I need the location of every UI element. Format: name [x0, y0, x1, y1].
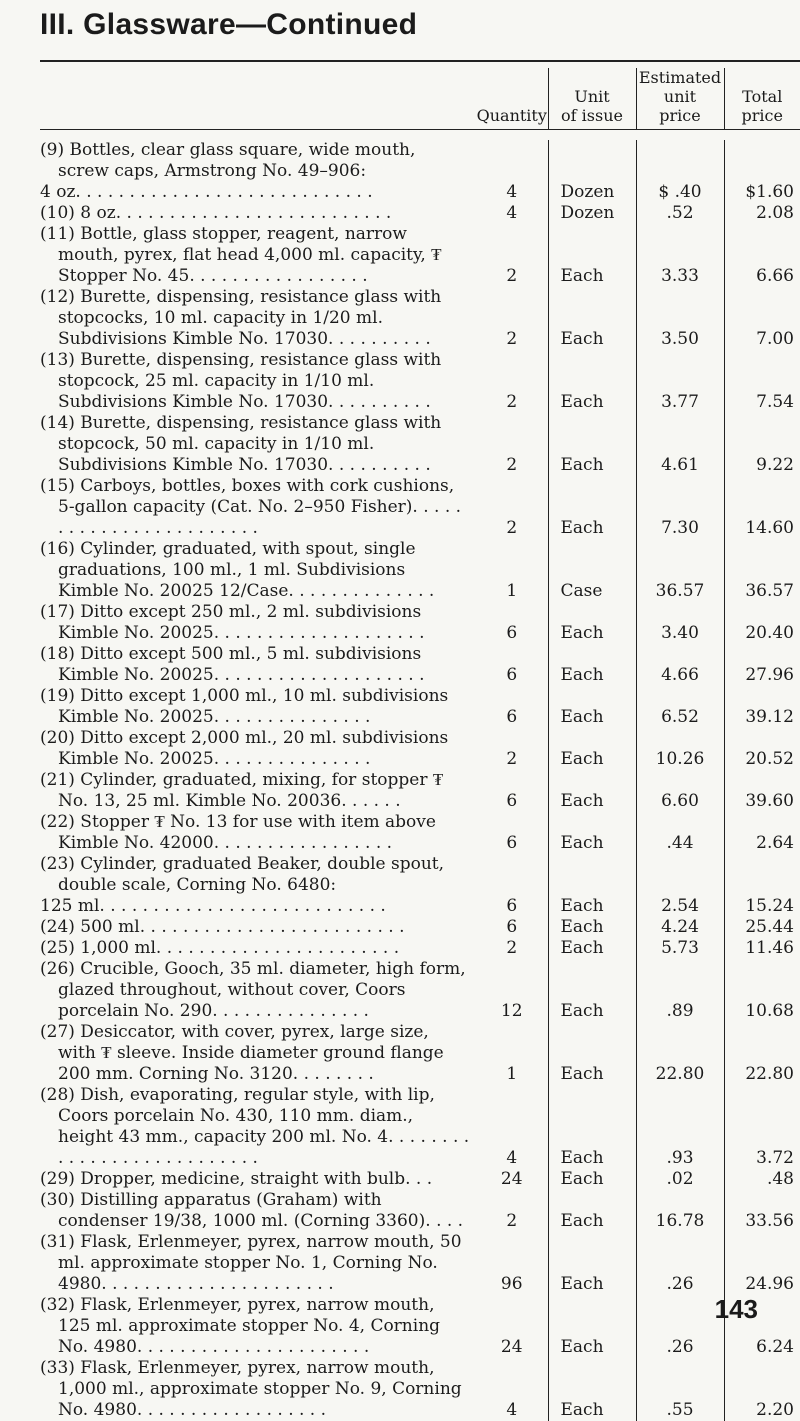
item-estimated-unit-price: 36.57: [636, 539, 724, 602]
item-quantity: 6: [506, 791, 518, 811]
item-estimated-unit-price: 4.61: [636, 413, 724, 476]
item-total-price: 11.46: [724, 938, 800, 959]
item-unit-of-issue: Each: [548, 413, 636, 476]
item-total-price: 7.00: [724, 287, 800, 350]
item-total-price: 6.24: [724, 1295, 800, 1358]
item-quantity: 2: [506, 392, 518, 412]
item-description: (21) Cylinder, graduated, mixing, for stopper ₮ No. 13, 25 ml. Kimble No. 20036. . . . . .: [40, 770, 444, 811]
table-row: [40, 1295, 800, 1358]
item-unit-of-issue: Each: [548, 686, 636, 728]
item-total-price: 2.20: [724, 1358, 800, 1421]
item-description: (31) Flask, Erlenmeyer, pyrex, narrow mouth, 50 ml. approximate stopper No. 1, Corning No. 4980. . . . . . . . . . . . . . . . . . . . . .: [40, 1232, 462, 1294]
quantity-column-header: Quantity: [476, 68, 548, 130]
item-quantity: 6: [506, 896, 518, 916]
item-quantity: 2: [506, 329, 518, 349]
item-quantity: 2: [506, 749, 518, 769]
table-row: [40, 644, 800, 686]
item-total-price: 25.44: [724, 917, 800, 938]
item-unit-of-issue: Each: [548, 896, 636, 917]
item-quantity: 12: [500, 1001, 523, 1021]
item-quantity: 1: [506, 1064, 518, 1084]
item-unit-of-issue: Each: [548, 770, 636, 812]
item-estimated-unit-price: $ .40: [636, 182, 724, 203]
item-total-price: $1.60: [724, 182, 800, 203]
item-total-price: 15.24: [724, 896, 800, 917]
item-estimated-unit-price: 4.24: [636, 917, 724, 938]
item-unit-of-issue: Each: [548, 644, 636, 686]
item-total-price: 10.68: [724, 959, 800, 1022]
item-quantity: 6: [506, 707, 518, 727]
item-quantity: 2: [506, 938, 518, 958]
item-total-price: 22.80: [724, 1022, 800, 1085]
table-row: [40, 728, 800, 770]
item-description: (32) Flask, Erlenmeyer, pyrex, narrow mouth, 125 ml. approximate stopper No. 4, Corning No. 4980. . . . . . . . . . . . . . . . . . . . . .: [40, 1295, 441, 1357]
item-description: (29) Dropper, medicine, straight with bulb. . .: [40, 1169, 433, 1189]
item-description: (9) Bottles, clear glass square, wide mouth, screw caps, Armstrong No. 49–906:: [40, 140, 416, 181]
item-estimated-unit-price: .26: [636, 1232, 724, 1295]
table-row: [40, 182, 800, 203]
item-estimated-unit-price: 6.60: [636, 770, 724, 812]
table-row: [40, 896, 800, 917]
item-quantity: 4: [506, 182, 518, 202]
estimated-unit-price-column-header: Estimated unit price: [636, 68, 724, 130]
item-unit-of-issue: Each: [548, 1169, 636, 1190]
item-total-price: 24.96: [724, 1232, 800, 1295]
item-unit-of-issue: Each: [548, 1085, 636, 1169]
item-description: (30) Distilling apparatus (Graham) with condenser 19/38, 1000 ml. (Corning 3360). . . .: [40, 1190, 464, 1231]
item-estimated-unit-price: 3.33: [636, 224, 724, 287]
item-unit-of-issue: Each: [548, 938, 636, 959]
item-description: (13) Burette, dispensing, resistance glass with stopcock, 25 ml. capacity in 1/10 ml. Subdivisions Kimble No. 17030. . . . . . . . . .: [40, 350, 442, 412]
item-description: (19) Ditto except 1,000 ml., 10 ml. subdivisions Kimble No. 20025. . . . . . . . . . . . . . .: [40, 686, 449, 727]
item-description: (23) Cylinder, graduated Beaker, double spout, double scale, Corning No. 6480:: [40, 854, 445, 895]
page-title: III. Glassware—Continued: [40, 8, 418, 41]
item-quantity: 6: [506, 917, 518, 937]
item-total-price: 20.52: [724, 728, 800, 770]
item-estimated-unit-price: .52: [636, 203, 724, 224]
table-row: [40, 539, 800, 602]
item-description: (18) Ditto except 500 ml., 5 ml. subdivisions Kimble No. 20025. . . . . . . . . . . . . . . . . . . .: [40, 644, 425, 685]
table-row: [40, 938, 800, 959]
item-total-price: 2.08: [724, 203, 800, 224]
item-unit-of-issue: [548, 140, 636, 182]
table-row: [40, 1085, 800, 1169]
item-total-price: 9.22: [724, 413, 800, 476]
table-row: [40, 770, 800, 812]
item-estimated-unit-price: 3.40: [636, 602, 724, 644]
price-table-container: [40, 68, 800, 1421]
item-unit-of-issue: Dozen: [548, 203, 636, 224]
table-row: [40, 1022, 800, 1085]
item-description: (26) Crucible, Gooch, 35 ml. diameter, high form, glazed throughout, without cover, Coors porcelain No. 290. . . . . . . . . . . . . . .: [40, 959, 466, 1021]
item-description: (10) 8 oz. . . . . . . . . . . . . . . . . . . . . . . . . .: [40, 203, 392, 223]
table-row: [40, 1232, 800, 1295]
description-column-header: [40, 68, 476, 130]
item-unit-of-issue: Each: [548, 917, 636, 938]
item-description: (12) Burette, dispensing, resistance glass with stopcocks, 10 ml. capacity in 1/20 ml. Subdivisions Kimble No. 17030. . . . . . . . . .: [40, 287, 442, 349]
item-description: (22) Stopper ₮ No. 13 for use with item above Kimble No. 42000. . . . . . . . . . . . . . . . .: [40, 812, 436, 853]
item-estimated-unit-price: .55: [636, 1358, 724, 1421]
item-unit-of-issue: Each: [548, 1232, 636, 1295]
item-quantity: 96: [500, 1274, 523, 1294]
item-estimated-unit-price: 5.73: [636, 938, 724, 959]
item-quantity: 1: [506, 581, 518, 601]
table-row: [40, 1190, 800, 1232]
item-estimated-unit-price: 6.52: [636, 686, 724, 728]
item-estimated-unit-price: 10.26: [636, 728, 724, 770]
item-unit-of-issue: Each: [548, 287, 636, 350]
item-description: (33) Flask, Erlenmeyer, pyrex, narrow mouth, 1,000 ml., approximate stopper No. 9, Corning No. 4980. . . . . . . . . . . . . . . . . .: [40, 1358, 462, 1420]
item-total-price: 20.40: [724, 602, 800, 644]
item-quantity: 6: [506, 665, 518, 685]
item-unit-of-issue: Each: [548, 959, 636, 1022]
item-estimated-unit-price: .93: [636, 1085, 724, 1169]
item-description: (27) Desiccator, with cover, pyrex, large size, with ₮ sleeve. Inside diameter ground flange 200 mm. Corning No. 3120. . . . . . . .: [40, 1022, 444, 1084]
item-quantity: 4: [506, 203, 518, 223]
item-estimated-unit-price: 16.78: [636, 1190, 724, 1232]
table-row: [40, 602, 800, 644]
table-row: [40, 1169, 800, 1190]
table-row: [40, 413, 800, 476]
item-quantity: 4: [506, 1148, 518, 1168]
header-rule: [40, 60, 800, 62]
item-total-price: 2.64: [724, 812, 800, 854]
item-description: (28) Dish, evaporating, regular style, with lip, Coors porcelain No. 430, 110 mm. diam., height 43 mm., capacity 200 ml. No. 4. . . . . . . . . . . . . . . . . . . . . . . . . . .: [40, 1085, 470, 1168]
item-estimated-unit-price: 3.77: [636, 350, 724, 413]
item-quantity: 24: [500, 1169, 523, 1189]
item-estimated-unit-price: [636, 140, 724, 182]
item-description: (14) Burette, dispensing, resistance glass with stopcock, 50 ml. capacity in 1/10 ml. Subdivisions Kimble No. 17030. . . . . . . . . .: [40, 413, 442, 475]
item-estimated-unit-price: .26: [636, 1295, 724, 1358]
item-description: (15) Carboys, bottles, boxes with cork cushions, 5-gallon capacity (Cat. No. 2–950 Fisher). . . . . . . . . . . . . . . . . . . . . . . .: [40, 476, 462, 538]
table-row: [40, 224, 800, 287]
item-description: (16) Cylinder, graduated, with spout, single graduations, 100 ml., 1 ml. Subdivisions Kimble No. 20025 12/Case. . . . . . . . . . . . . .: [40, 539, 435, 601]
item-unit-of-issue: Dozen: [548, 182, 636, 203]
table-row: [40, 350, 800, 413]
item-quantity: 2: [506, 1211, 518, 1231]
page-number: 143: [714, 1294, 758, 1324]
item-unit-of-issue: Each: [548, 1190, 636, 1232]
item-total-price: 3.72: [724, 1085, 800, 1169]
table-row: [40, 854, 800, 896]
table-header-row: [40, 68, 800, 130]
item-total-price: 33.56: [724, 1190, 800, 1232]
item-unit-of-issue: Each: [548, 728, 636, 770]
item-quantity: 4: [506, 1400, 518, 1420]
item-description: (20) Ditto except 2,000 ml., 20 ml. subdivisions Kimble No. 20025. . . . . . . . . . . . . . .: [40, 728, 449, 769]
item-quantity: 24: [500, 1337, 523, 1357]
table-row: [40, 203, 800, 224]
item-unit-of-issue: Each: [548, 812, 636, 854]
price-table: [40, 68, 800, 1421]
unit-of-issue-column-header: Unit of issue: [548, 68, 636, 130]
item-total-price: [724, 140, 800, 182]
item-total-price: 39.12: [724, 686, 800, 728]
item-description: (25) 1,000 ml. . . . . . . . . . . . . . . . . . . . . . .: [40, 938, 400, 958]
item-estimated-unit-price: 22.80: [636, 1022, 724, 1085]
item-quantity: 6: [506, 833, 518, 853]
table-row: [40, 959, 800, 1022]
table-body: [40, 140, 800, 1421]
item-estimated-unit-price: 2.54: [636, 896, 724, 917]
item-unit-of-issue: Each: [548, 1295, 636, 1358]
table-row: [40, 287, 800, 350]
item-estimated-unit-price: .02: [636, 1169, 724, 1190]
table-row: [40, 917, 800, 938]
item-total-price: 7.54: [724, 350, 800, 413]
item-unit-of-issue: Each: [548, 224, 636, 287]
item-estimated-unit-price: [636, 854, 724, 896]
item-quantity: [476, 140, 548, 182]
item-unit-of-issue: Each: [548, 350, 636, 413]
item-unit-of-issue: Each: [548, 602, 636, 644]
item-unit-of-issue: [548, 854, 636, 896]
item-total-price: .48: [724, 1169, 800, 1190]
table-row: [40, 1358, 800, 1421]
item-total-price: [724, 854, 800, 896]
table-row: [40, 686, 800, 728]
item-unit-of-issue: Each: [548, 1358, 636, 1421]
item-total-price: 27.96: [724, 644, 800, 686]
table-row: [40, 476, 800, 539]
total-price-column-header: Total price: [724, 68, 800, 130]
item-total-price: 14.60: [724, 476, 800, 539]
item-quantity: [476, 854, 548, 896]
item-description: 4 oz. . . . . . . . . . . . . . . . . . . . . . . . . . . .: [40, 182, 373, 202]
item-estimated-unit-price: .44: [636, 812, 724, 854]
item-unit-of-issue: Each: [548, 1022, 636, 1085]
table-row: [40, 140, 800, 182]
item-unit-of-issue: Case: [548, 539, 636, 602]
item-estimated-unit-price: 4.66: [636, 644, 724, 686]
item-estimated-unit-price: .89: [636, 959, 724, 1022]
item-quantity: 2: [506, 266, 518, 286]
table-row: [40, 812, 800, 854]
item-unit-of-issue: Each: [548, 476, 636, 539]
item-description: (24) 500 ml. . . . . . . . . . . . . . . . . . . . . . . . .: [40, 917, 405, 937]
item-quantity: 2: [506, 518, 518, 538]
item-description: 125 ml. . . . . . . . . . . . . . . . . . . . . . . . . . .: [40, 896, 386, 916]
item-quantity: 2: [506, 455, 518, 475]
item-total-price: 39.60: [724, 770, 800, 812]
item-quantity: 6: [506, 623, 518, 643]
item-total-price: 6.66: [724, 224, 800, 287]
item-estimated-unit-price: 3.50: [636, 287, 724, 350]
item-estimated-unit-price: 7.30: [636, 476, 724, 539]
item-description: (17) Ditto except 250 ml., 2 ml. subdivisions Kimble No. 20025. . . . . . . . . . . . . . . . . . . .: [40, 602, 425, 643]
item-total-price: 36.57: [724, 539, 800, 602]
item-description: (11) Bottle, glass stopper, reagent, narrow mouth, pyrex, flat head 4,000 ml. capacity, ₮ Stopper No. 45. . . . . . . . . . . . . . . . .: [40, 224, 442, 286]
